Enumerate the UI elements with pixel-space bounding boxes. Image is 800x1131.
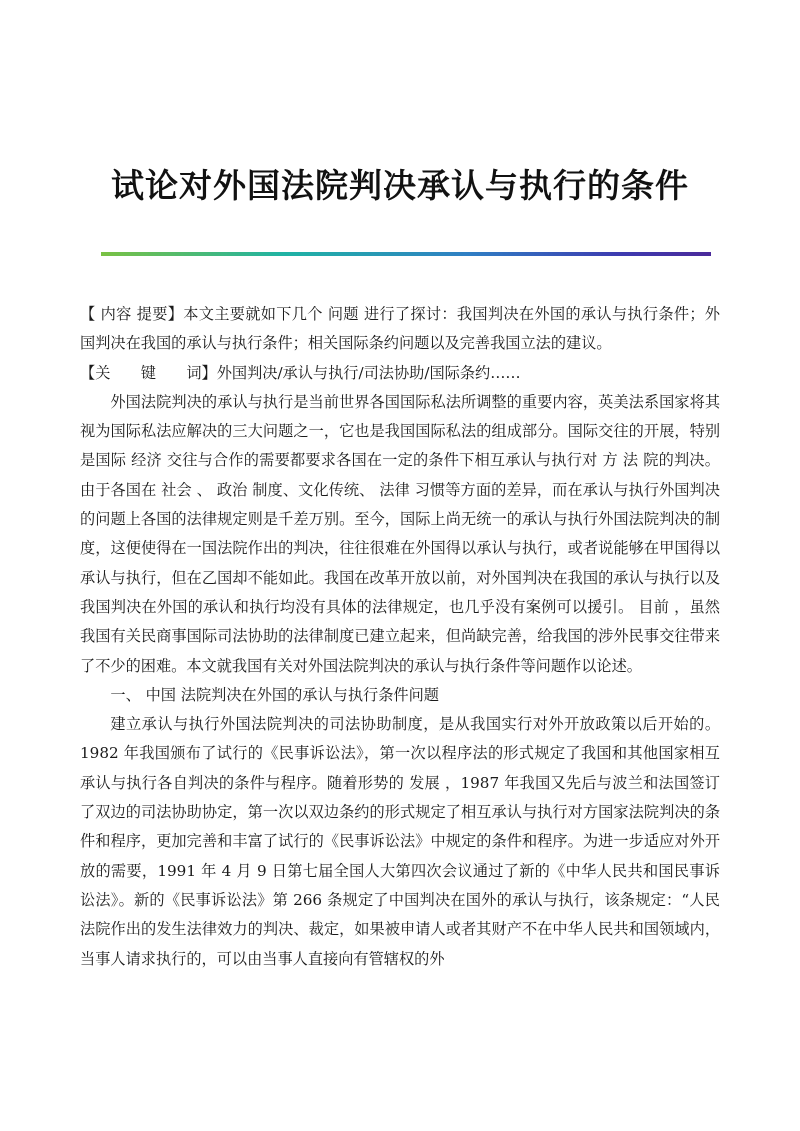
document-title: 试论对外国法院判决承认与执行的条件 [111, 166, 689, 205]
keywords [80, 359, 720, 388]
abstract-text: 本文主要就如下几个 问题 进行了探讨：我国判决在外国的承认与执行条件；外国判决在我国的承认与执行条件；相关国际条约问题以及完善我国立法的建议。 [80, 305, 720, 353]
abstract [80, 300, 720, 359]
keywords-text: 外国判决/承认与执行/司法协助/国际条约…… [216, 363, 521, 382]
body-paragraph: 外国法院判决的承认与执行是当前世界各国国际私法所调整的重要内容，英美法系国家将其视为国际私法应解决的三大问题之一，它也是我国国际私法的组成部分。国际交往的开展，特别是国际 经济 交往与合作的需要都要求各国在一定的条件下相互承认与执行对 方 法 院的判决。由于各国在 社会 、 政治 制度、文化传统、 法律 习惯等方面的差异，而在承认与执行外国判决的问题上各国的法律规定则是千差万别。至今，国际上尚无统一的承认与执行外国法院判决的制度，这便使得在一国法院作出的判决，往往很难在外国得以承认与执行，或者说能够在甲国得以承认与执行，但在乙国却不能如此。我国在改革开放以前，对外国判决在我国的承认与执行以及我国判决在外国的承认和执行均没有具体的法律规定，也几乎没有案例可以援引。 目前 ，虽然我国有关民商事国际司法协助的法律制度已建立起来，但尚缺完善，给我国的涉外民事交往带来了不少的困难。本文就我国有关对外国法院判决的承认与执行条件等问题作以论述。 [80, 392, 720, 675]
document-body [80, 300, 720, 974]
abstract-label: 【 内容 提要】 [80, 305, 184, 323]
title-gradient-rule [101, 252, 711, 256]
keywords-label: 【关 键 词】 [80, 363, 217, 382]
body-paragraph: 建立承认与执行外国法院判决的司法协助制度，是从我国实行对外开放政策以后开始的。1982 年我国颁布了试行的《民事诉讼法》，第一次以程序法的形式规定了我国和其他国家相互承认与执行各自判决的条件与程序。随着形势的 发展 ，1987 年我国又先后与波兰和法国签订了双边的司法协助协定，第一次以双边条约的形式规定了相互承认与执行对方国家法院判决的条件和程序，更加完善和丰富了试行的《民事诉讼法》中规定的条件和程序。为进一步适应对外开放的需要，1991 年 4 月 9 日第七届全国人大第四次会议通过了新的《中华人民共和国民事诉讼法》。新的《民事诉讼法》第 266 条规定了中国判决在国外的承认与执行，该条规定：“人民法院作出的发生法律效力的判决、裁定，如果被申请人或者其财产不在中华人民共和国领域内，当事人请求执行的，可以由当事人直接向有管辖权的外 [80, 715, 720, 968]
section-heading: 一、 中国 法院判决在外国的承认与执行条件问题 [110, 685, 439, 704]
